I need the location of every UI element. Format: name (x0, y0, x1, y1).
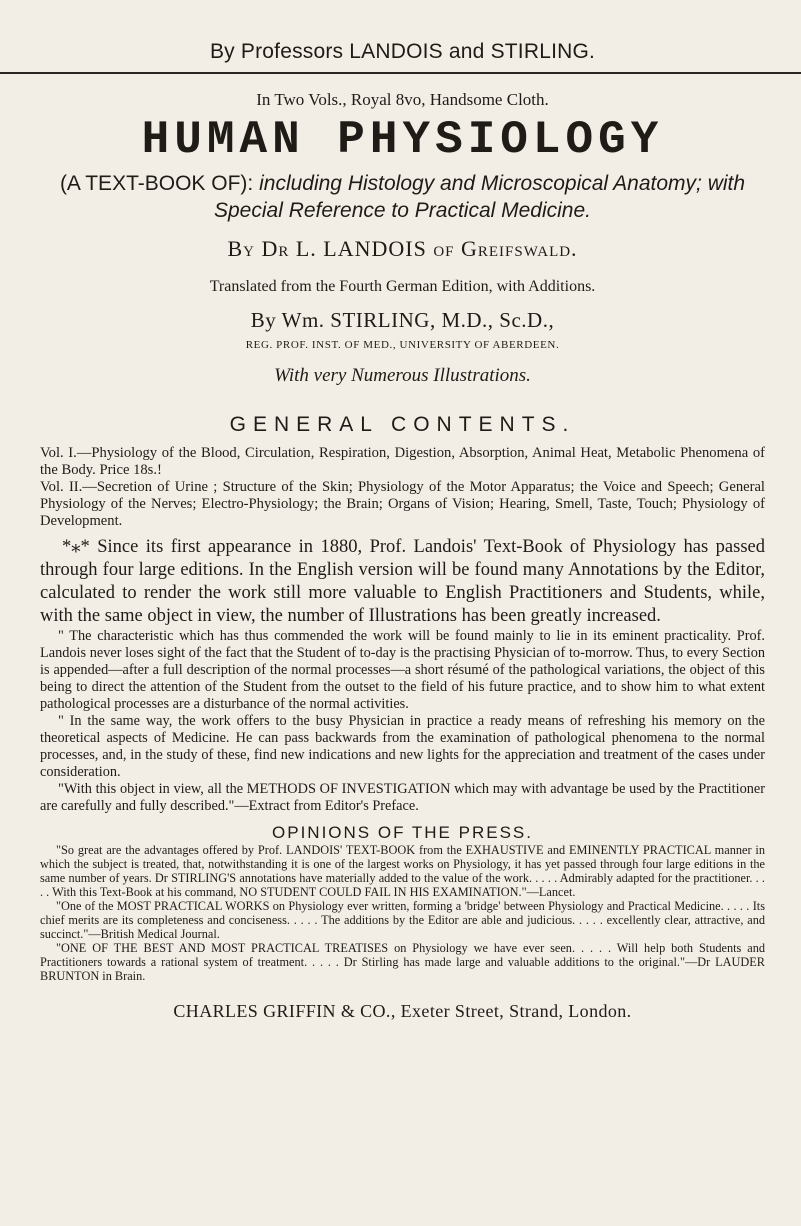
illustrations-line: With very Numerous Illustrations. (274, 365, 531, 387)
editions-notice: *⁎* Since its first appearance in 1880, Prof. Landois' Text-Book of Physiology has passed through four large editions. In the English version will be found many Annotations by the Editor, calculated to render the work still more valuable to English Practitioners and Students, while, with the same object in view, the number of Illustrations has been greatly increased. (40, 537, 765, 627)
preface-paragraph-2: " In the same way, the work offers to the busy Physician in practice a ready means of refreshing his memory on the theoretical aspects of Medicine. He can pass backwards from the examination of pathological phenomena to the normal processes, and, in the study of these, find new indications and new lights for the appreciation and treatment of the cases under consideration. (40, 713, 765, 781)
translator-affiliation: REG. PROF. INST. OF MED., UNIVERSITY OF ABERDEEN. (245, 339, 560, 352)
preface-paragraph-3: "With this object in view, all the METHODS OF INVESTIGATION which may with advantage be used by the Practitioner are carefully and fully described."—Extract from Editor's Preface. (40, 781, 765, 815)
volume-1-contents: Vol. I.—Physiology of the Blood, Circulation, Respiration, Digestion, Absorption, Animal Heat, Metabolic Phenomena of the Body. Price 18s.! (40, 445, 765, 479)
volume-2-contents: Vol. II.—Secretion of Urine ; Structure of the Skin; Physiology of the Motor Apparatus; the Voice and Speech; General Physiology of the Nerves; Electro-Physiology; the Brain; Organs of Vision; Hearing, Smell, Taste, Touch; Physiology of Development. (40, 479, 765, 530)
translator-line: By Wm. STIRLING, M.D., Sc.D., (250, 308, 555, 333)
subtitle-lead: (A TEXT-BOOK OF): (59, 172, 260, 196)
translated-line: Translated from the Fourth German Edition, with Additions. (209, 278, 596, 296)
book-title: HUMAN PHYSIOLOGY (141, 114, 664, 166)
book-subtitle (40, 170, 765, 224)
opinions-heading: OPINIONS OF THE PRESS. (272, 823, 533, 843)
review-lancet: "So great are the advantages offered by Prof. LANDOIS' TEXT-BOOK from the EXHAUSTIVE and EMINENTLY PRACTICAL manner in which the subject is treated, that, notwithstanding it is one of the largest works on Physiology, it has yet passed through four large editions in the same number of years. Dr STIRLING'S annotations have materially added to the value of the work. . . . . Admirably adapted for the practitioner. . . . . With this Text-Book at his command, NO STUDENT COULD FAIL IN HIS EXAMINATION."—Lancet. (40, 843, 765, 900)
header-authors: By Professors LANDOIS and STIRLING. (209, 40, 596, 63)
subtitle-italic: including Histology and Microscopical Anatomy; with Special Reference to Practical Medicine. (213, 172, 746, 223)
author-line: By Dr L. LANDOIS of Greifswald. (227, 236, 578, 262)
publisher-footer: CHARLES GRIFFIN & CO., Exeter Street, Strand, London. (173, 1001, 632, 1022)
review-brain: "ONE OF THE BEST AND MOST PRACTICAL TREATISES on Physiology we have ever seen. . . . . Will help both Students and Practitioners towards a rational system of treatment. . . . . Dr Stirling has made large and valuable additions to the original."—Dr LAUDER BRUNTON in Brain. (40, 941, 765, 984)
contents-heading: GENERAL CONTENTS. (229, 413, 576, 437)
preface-paragraph-1: " The characteristic which has thus commended the work will be found mainly to lie in its eminent practicality. Prof. Landois never loses sight of the fact that the Student of to-day is the practising Physician of to-morrow. Thus, to every Section is appended—after a full description of the normal processes—a short résumé of the pathological variations, the object of this being to direct the attention of the Student from the outset to the field of his future practice, and to show him to what extent pathological processes are a disturbance of the normal activities. (40, 628, 765, 713)
review-bmj: "One of the MOST PRACTICAL WORKS on Physiology ever written, forming a 'bridge' between Physiology and Practical Medicine. . . . . Its chief merits are its completeness and conciseness. . . . . The additions by the Editor are able and judicious. . . . . excellently clear, attractive, and succinct."—British Medical Journal. (40, 899, 765, 942)
header-rule (0, 72, 801, 74)
vols-line: In Two Vols., Royal 8vo, Handsome Cloth. (256, 90, 549, 109)
